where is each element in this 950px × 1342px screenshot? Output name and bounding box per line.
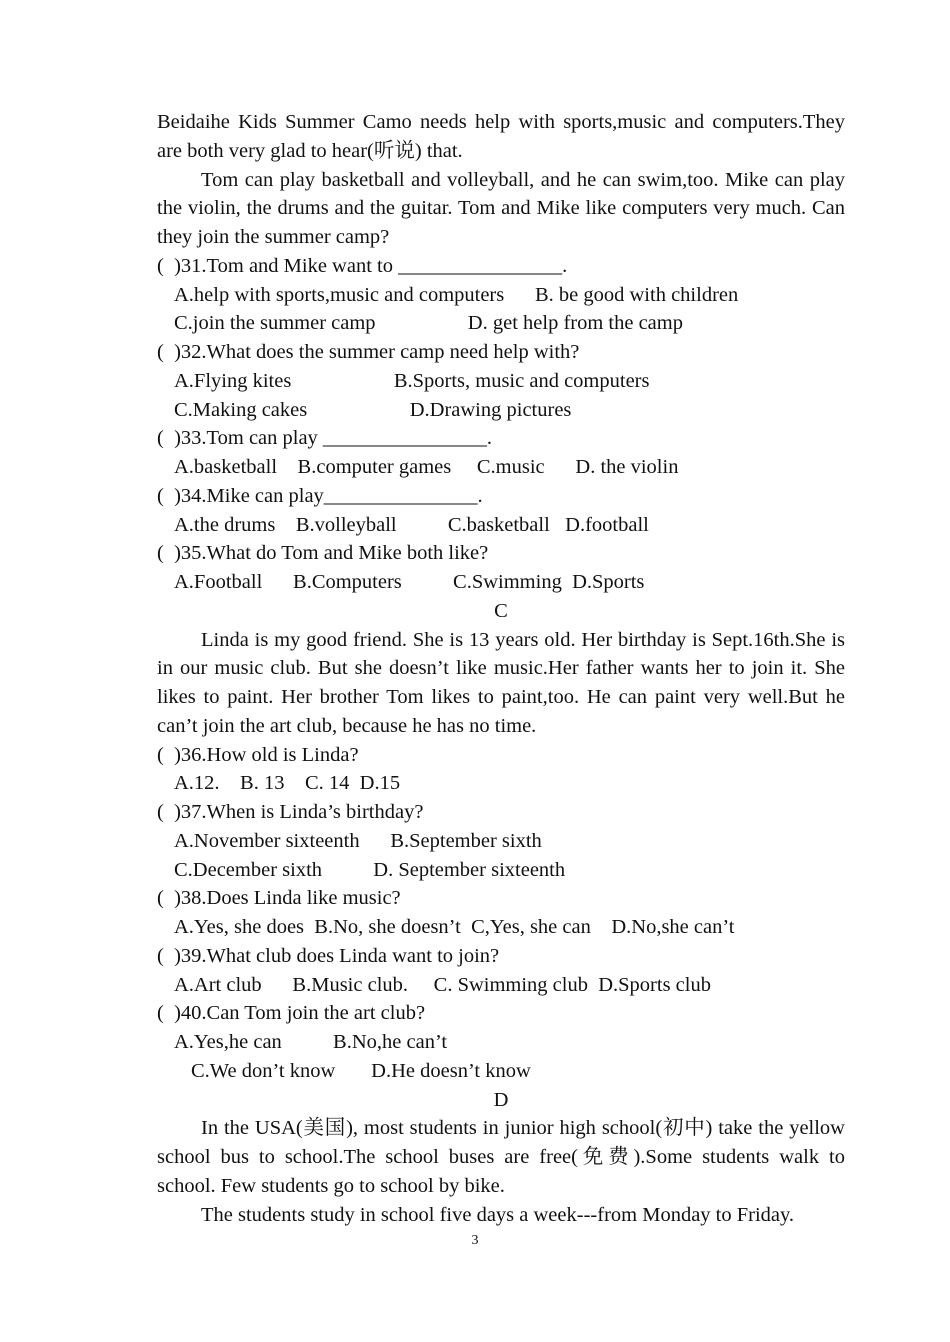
section-d-paragraph-1: In the USA(美国), most students in junior high school(初中) take the yellow school bus to school.The school buses are free(免费).Some students walk to school. Few students go to school by bike.: [157, 1117, 845, 1197]
question-38: ( )38.Does Linda like music?: [157, 887, 401, 910]
question-38-options: A.Yes, she does B.No, she doesn’t C,Yes, she can D.No,she can’t: [174, 916, 735, 938]
question-36-options: A.12. B. 13 C. 14 D.15: [174, 772, 401, 795]
question-37-options-1: A.November sixteenth B.September sixth: [174, 829, 542, 852]
section-c-paragraph: Linda is my good friend. She is 13 years old. Her birthday is Sept.16th.She is in our music club. But she doesn’t like music.Her father wants her to join it. She likes to paint. Her brother Tom likes to paint,too. He can paint very well.But he can’t join the art club, because he has no time.: [157, 628, 845, 737]
question-35-options: A.Football B.Computers C.Swimming D.Sports: [174, 571, 645, 593]
question-31-options-2: C.join the summer camp D. get help from the camp: [174, 312, 683, 335]
section-d-paragraph-2: The students study in school five days a week---from Monday to Friday.: [201, 1203, 795, 1226]
question-32-options-1: A.Flying kites B.Sports, music and computers: [174, 369, 650, 392]
question-40-options-2: C.We don’t know D.He doesn’t know: [191, 1059, 531, 1082]
question-34: ( )34.Mike can play_______________.: [157, 484, 483, 507]
question-32-options-2: C.Making cakes D.Drawing pictures: [174, 398, 572, 421]
page-number: 3: [471, 1233, 479, 1248]
question-32: ( )32.What does the summer camp need help with?: [157, 341, 580, 363]
question-37: ( )37.When is Linda’s birthday?: [157, 801, 424, 823]
question-31-options-1: A.help with sports,music and computers B. be good with children: [174, 283, 739, 306]
question-33-options: A.basketball B.computer games C.music D. the violin: [174, 456, 679, 478]
section-d-heading: D: [493, 1088, 509, 1111]
question-34-options: A.the drums B.volleyball C.basketball D.football: [174, 513, 649, 536]
section-c-heading: C: [494, 599, 508, 622]
question-39-options: A.Art club B.Music club. C. Swimming club D.Sports club: [174, 973, 711, 996]
question-35: ( )35.What do Tom and Mike both like?: [157, 542, 489, 565]
question-36: ( )36.How old is Linda?: [157, 743, 359, 766]
passage-b-paragraph: Tom can play basketball and volleyball, and he can swim,too. Mike can play the violin, the drums and the guitar. Tom and Mike like computers very much. Can they join the summer camp?: [157, 168, 845, 248]
document-page: [157, 108, 845, 1229]
question-33: ( )33.Tom can play ________________.: [157, 427, 493, 450]
question-40-options-1: A.Yes,he can B.No,he can’t: [174, 1031, 448, 1053]
question-40: ( )40.Can Tom join the art club?: [157, 1002, 426, 1025]
question-31: ( )31.Tom and Mike want to ________________.: [157, 254, 568, 277]
question-39: ( )39.What club does Linda want to join?: [157, 944, 500, 967]
question-37-options-2: C.December sixth D. September sixteenth: [174, 858, 566, 881]
passage-b-intro: Beidaihe Kids Summer Camo needs help with sports,music and computers.They are both very glad to hear(听说) that.: [157, 111, 845, 162]
